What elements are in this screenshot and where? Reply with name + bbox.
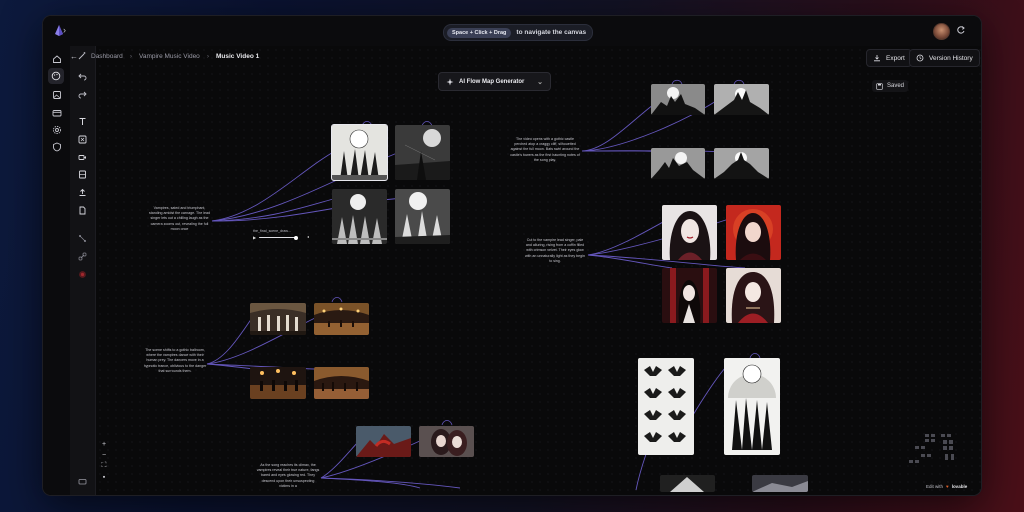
export-label: Export: [886, 54, 905, 62]
scene-image[interactable]: [651, 84, 705, 115]
scene-image[interactable]: [752, 475, 808, 492]
history-icon: [916, 54, 924, 62]
scene-image[interactable]: [726, 268, 781, 323]
undo-icon[interactable]: [77, 71, 88, 82]
save-icon: [876, 83, 883, 90]
scene-image[interactable]: [356, 426, 411, 457]
scene-note[interactable]: As the song reaches its climax, the vampires reveal their true nature, fangs bared and eyes glowing red. They descend upon their unsuspecting victims in a: [256, 463, 320, 488]
badge-text: Edit with: [926, 484, 944, 489]
shield-icon[interactable]: [51, 141, 62, 152]
palette-icon[interactable]: [48, 68, 64, 84]
storyboard-tool-icon[interactable]: [77, 169, 88, 180]
download-icon: [873, 54, 881, 62]
gallery-icon[interactable]: [51, 89, 62, 100]
video-tool-icon[interactable]: [77, 152, 88, 163]
scene-image[interactable]: [662, 268, 717, 323]
scene-note[interactable]: Vampires, sated and triumphant, standing amidst the carnage. The lead singer lets out a chilling laugh as the camera zooms out, revealing the full moon once: [148, 206, 211, 231]
zoom-controls: [100, 440, 108, 481]
chevron-right-icon[interactable]: ›: [63, 25, 66, 35]
zoom-in-button[interactable]: +: [101, 440, 107, 448]
scene-image[interactable]: [638, 358, 694, 455]
version-history-button[interactable]: [909, 49, 980, 67]
scene-image[interactable]: [250, 367, 306, 399]
export-button[interactable]: [866, 49, 912, 67]
scene-image[interactable]: [314, 303, 369, 335]
chevron-right-icon: ›: [206, 53, 209, 60]
scene-note[interactable]: Cut to the vampire lead singer, pale and alluring, rising from a coffin filled with crimson velvet. Their eyes glow with an unnaturally light as they begin to sing.: [525, 238, 585, 263]
volume-icon[interactable]: ◂: [307, 234, 310, 239]
heart-icon: ♥: [946, 484, 949, 489]
tool-strip: [70, 46, 96, 495]
lovable-badge[interactable]: [926, 484, 967, 489]
navigation-hint: [443, 24, 593, 41]
hint-keys: Space + Click + Drag: [447, 28, 511, 38]
text-tool-icon[interactable]: [77, 116, 88, 127]
breadcrumb: [70, 52, 259, 61]
chevron-right-icon: ›: [129, 53, 132, 60]
lock-icon[interactable]: ▪: [102, 473, 106, 481]
redo-icon[interactable]: [77, 89, 88, 100]
hint-text: to navigate the canvas: [516, 29, 587, 36]
saved-status: [872, 80, 908, 92]
breadcrumb-project[interactable]: Vampire Music Video: [138, 53, 200, 60]
back-arrow-icon[interactable]: ←: [70, 52, 78, 61]
scene-image[interactable]: [332, 125, 387, 180]
settings-icon[interactable]: [51, 124, 62, 135]
scene-note[interactable]: The scene shifts to a gothic ballroom, where the vampires dance with their human prey. The dancers move in a hypnotic trance, oblivious to the danger that surrounds them.: [143, 348, 207, 373]
progress-handle[interactable]: [294, 236, 298, 240]
ai-flow-map-generator-dropdown[interactable]: [438, 72, 551, 91]
scene-image[interactable]: [724, 358, 780, 455]
scene-image[interactable]: [662, 205, 717, 260]
connector-icon[interactable]: [77, 233, 88, 244]
link-icon[interactable]: [77, 251, 88, 262]
upload-icon[interactable]: [77, 187, 88, 198]
scene-image[interactable]: [660, 475, 715, 492]
scene-image[interactable]: [395, 189, 450, 244]
scene-image[interactable]: [314, 367, 369, 399]
zoom-out-button[interactable]: −: [101, 451, 107, 459]
chevron-down-icon: ⌄: [537, 78, 543, 86]
flow-canvas[interactable]: [96, 46, 981, 495]
avatar[interactable]: [933, 23, 950, 40]
top-bar: [43, 16, 981, 46]
scene-image[interactable]: [651, 148, 705, 179]
image-tool-icon[interactable]: [77, 134, 88, 145]
saved-label: Saved: [887, 83, 905, 89]
scene-note[interactable]: The video opens with a gothic castle perched atop a craggy cliff, silhouetted against the full moon. Bats swirl around the castle's towers as the first haunting notes of the song play.: [510, 137, 580, 162]
version-history-label: Version History: [929, 54, 973, 62]
audio-progress[interactable]: [259, 237, 295, 238]
scene-image[interactable]: [332, 189, 387, 244]
breadcrumb-current: Music Video 1: [215, 53, 260, 60]
scene-image[interactable]: [714, 84, 769, 115]
scene-image[interactable]: [395, 125, 450, 180]
refresh-icon[interactable]: [956, 25, 966, 35]
record-icon[interactable]: [77, 269, 88, 280]
generator-label: AI Flow Map Generator: [459, 78, 525, 85]
card-icon[interactable]: [51, 107, 62, 118]
scene-image[interactable]: [726, 205, 781, 260]
scene-image[interactable]: [419, 426, 474, 457]
fit-view-icon[interactable]: ⛶: [101, 462, 107, 469]
audio-player[interactable]: [253, 229, 313, 243]
sparkle-icon: [446, 78, 454, 86]
document-icon[interactable]: [77, 205, 88, 216]
home-icon[interactable]: [51, 53, 62, 64]
keyboard-icon[interactable]: [77, 476, 88, 487]
audio-filename: the_final_scene_draw...: [253, 229, 291, 233]
scene-image[interactable]: [250, 303, 306, 335]
breadcrumb-dashboard[interactable]: Dashboard: [91, 53, 123, 60]
sidebar-nav: [43, 46, 70, 495]
play-icon[interactable]: ▶: [253, 235, 257, 240]
badge-brand: lovable: [951, 484, 968, 489]
minimap[interactable]: [905, 432, 961, 468]
scene-image[interactable]: [714, 148, 769, 179]
